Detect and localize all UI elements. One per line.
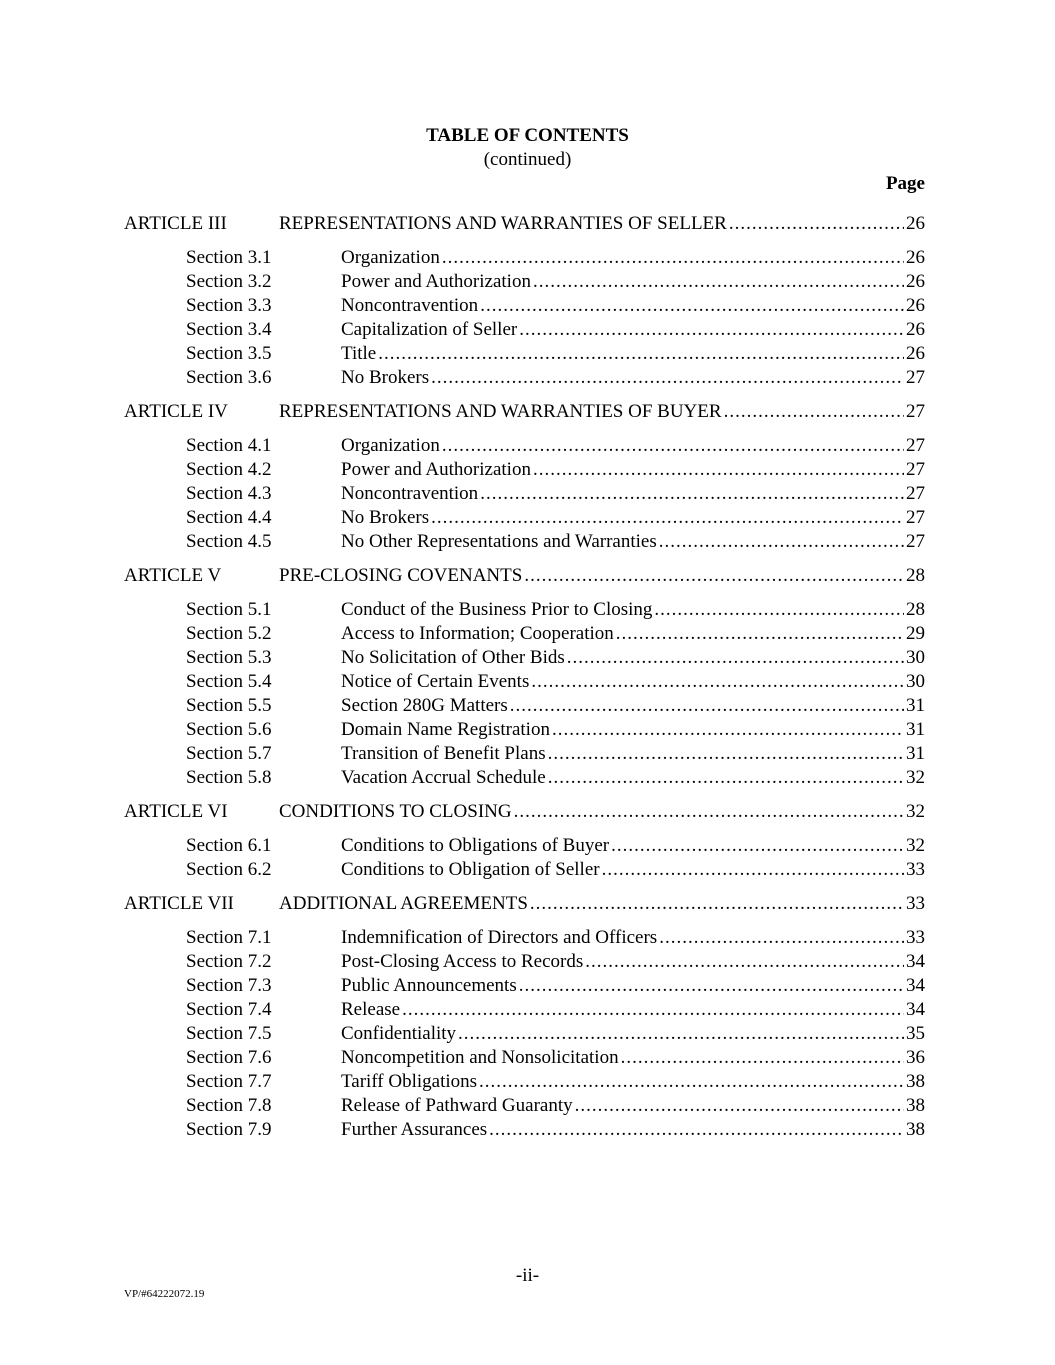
section-page-number: 27: [906, 459, 925, 480]
dot-leader: [616, 622, 904, 646]
section-title: Conditions to Obligations of Buyer: [341, 835, 610, 856]
dot-leader: [659, 530, 904, 554]
section-title: Noncontravention: [341, 483, 479, 504]
section-number: Section 4.2: [186, 459, 272, 480]
article-entry[interactable]: [124, 212, 925, 236]
dot-leader: [621, 1046, 904, 1070]
dot-leader: [531, 670, 904, 694]
dot-leader: [480, 482, 904, 506]
article-entry[interactable]: [124, 400, 925, 424]
section-entry[interactable]: [124, 294, 925, 318]
section-page-number: 36: [906, 1047, 925, 1068]
section-number: Section 7.7: [186, 1071, 272, 1092]
section-number: Section 7.4: [186, 999, 272, 1020]
section-entry[interactable]: [124, 834, 925, 858]
dot-leader: [431, 506, 904, 530]
section-number: Section 7.3: [186, 975, 272, 996]
dot-leader: [729, 212, 904, 236]
dot-leader: [442, 246, 904, 270]
section-number: Section 3.4: [186, 319, 272, 340]
section-entry[interactable]: [124, 694, 925, 718]
section-page-number: 38: [906, 1071, 925, 1092]
section-page-number: 27: [906, 435, 925, 456]
section-number: Section 3.3: [186, 295, 272, 316]
section-number: Section 4.4: [186, 507, 272, 528]
section-page-number: 26: [906, 319, 925, 340]
section-number: Section 5.2: [186, 623, 272, 644]
section-title: Noncontravention: [341, 295, 479, 316]
section-number: Section 3.6: [186, 367, 272, 388]
section-page-number: 32: [906, 767, 925, 788]
article-entry[interactable]: [124, 800, 925, 824]
section-number: Section 5.4: [186, 671, 272, 692]
section-title: No Brokers: [341, 507, 430, 528]
article-page-number: 26: [906, 213, 925, 234]
section-title: Tariff Obligations: [341, 1071, 478, 1092]
article-page-number: 27: [906, 401, 925, 422]
section-entry[interactable]: [124, 646, 925, 670]
dot-leader: [548, 766, 904, 790]
dot-leader: [611, 834, 904, 858]
section-number: Section 5.1: [186, 599, 272, 620]
section-page-number: 31: [906, 695, 925, 716]
toc-subtitle: (continued): [483, 149, 572, 170]
section-entry[interactable]: [124, 622, 925, 646]
dot-leader: [431, 366, 904, 390]
section-page-number: 31: [906, 743, 925, 764]
article-title: REPRESENTATIONS AND WARRANTIES OF BUYER: [279, 401, 722, 422]
section-title: Capitalization of Seller: [341, 319, 518, 340]
section-entry[interactable]: [124, 366, 925, 390]
section-entry[interactable]: [124, 1046, 925, 1070]
section-page-number: 31: [906, 719, 925, 740]
article-number: ARTICLE IV: [124, 401, 228, 422]
dot-leader: [510, 694, 904, 718]
section-number: Section 5.3: [186, 647, 272, 668]
dot-leader: [530, 892, 904, 916]
section-number: Section 7.9: [186, 1119, 272, 1140]
section-number: Section 3.2: [186, 271, 272, 292]
section-number: Section 6.2: [186, 859, 272, 880]
section-number: Section 4.3: [186, 483, 272, 504]
footer-page-number: -ii-: [515, 1265, 540, 1286]
section-title: Transition of Benefit Plans: [341, 743, 546, 764]
section-page-number: 30: [906, 647, 925, 668]
section-title: Conduct of the Business Prior to Closing: [341, 599, 653, 620]
section-entry[interactable]: [124, 458, 925, 482]
section-entry[interactable]: [124, 742, 925, 766]
section-entry[interactable]: [124, 1022, 925, 1046]
dot-leader: [402, 998, 904, 1022]
section-title: Conditions to Obligation of Seller: [341, 859, 600, 880]
section-entry[interactable]: [124, 342, 925, 366]
section-page-number: 33: [906, 859, 925, 880]
dot-leader: [659, 926, 904, 950]
section-number: Section 7.8: [186, 1095, 272, 1116]
section-number: Section 5.6: [186, 719, 272, 740]
article-block: [124, 892, 925, 1142]
section-title: Section 280G Matters: [341, 695, 508, 716]
article-entry[interactable]: [124, 564, 925, 588]
section-title: Public Announcements: [341, 975, 517, 996]
section-entry[interactable]: [124, 246, 925, 270]
section-number: Section 3.1: [186, 247, 272, 268]
dot-leader: [519, 974, 904, 998]
section-entry[interactable]: [124, 718, 925, 742]
section-entry[interactable]: [124, 858, 925, 882]
dot-leader: [524, 564, 904, 588]
section-page-number: 38: [906, 1119, 925, 1140]
dot-leader: [489, 1118, 904, 1142]
section-entry[interactable]: [124, 766, 925, 790]
section-title: No Other Representations and Warranties: [341, 531, 657, 552]
section-entry[interactable]: [124, 926, 925, 950]
section-title: No Brokers: [341, 367, 430, 388]
dot-leader: [602, 858, 904, 882]
dot-leader: [724, 400, 904, 424]
section-title: Organization: [341, 247, 440, 268]
dot-leader: [552, 718, 904, 742]
section-page-number: 38: [906, 1095, 925, 1116]
section-number: Section 5.5: [186, 695, 272, 716]
section-page-number: 30: [906, 671, 925, 692]
article-number: ARTICLE VI: [124, 801, 228, 822]
article-entry[interactable]: [124, 892, 925, 916]
section-page-number: 34: [906, 951, 925, 972]
section-number: Section 5.8: [186, 767, 272, 788]
section-number: Section 7.1: [186, 927, 272, 948]
section-page-number: 35: [906, 1023, 925, 1044]
section-title: No Solicitation of Other Bids: [341, 647, 565, 668]
article-number: ARTICLE III: [124, 213, 227, 234]
dot-leader: [567, 646, 904, 670]
section-title: Organization: [341, 435, 440, 456]
section-page-number: 27: [906, 367, 925, 388]
section-page-number: 33: [906, 927, 925, 948]
article-block: [124, 212, 925, 390]
toc-list: [124, 212, 925, 1152]
section-title: Title: [341, 343, 377, 364]
section-number: Section 7.5: [186, 1023, 272, 1044]
section-number: Section 7.6: [186, 1047, 272, 1068]
article-title: REPRESENTATIONS AND WARRANTIES OF SELLER: [279, 213, 727, 234]
section-number: Section 7.2: [186, 951, 272, 972]
section-entry[interactable]: [124, 598, 925, 622]
section-title: Notice of Certain Events: [341, 671, 530, 692]
section-title: Release of Pathward Guaranty: [341, 1095, 573, 1116]
section-title: Noncompetition and Nonsolicitation: [341, 1047, 619, 1068]
section-page-number: 26: [906, 343, 925, 364]
section-title: Further Assurances: [341, 1119, 488, 1140]
dot-leader: [654, 598, 904, 622]
dot-leader: [548, 742, 904, 766]
section-page-number: 32: [906, 835, 925, 856]
dot-leader: [585, 950, 904, 974]
section-entry[interactable]: [124, 482, 925, 506]
dot-leader: [442, 434, 904, 458]
dot-leader: [519, 318, 904, 342]
section-number: Section 5.7: [186, 743, 272, 764]
article-block: [124, 564, 925, 790]
section-title: Power and Authorization: [341, 459, 531, 480]
article-title: CONDITIONS TO CLOSING: [279, 801, 512, 822]
section-number: Section 3.5: [186, 343, 272, 364]
section-entry[interactable]: [124, 974, 925, 998]
section-title: Domain Name Registration: [341, 719, 550, 740]
section-page-number: 34: [906, 975, 925, 996]
page-column-header: Page: [885, 173, 925, 194]
toc-title: TABLE OF CONTENTS: [426, 125, 629, 146]
section-title: Power and Authorization: [341, 271, 531, 292]
dot-leader: [533, 270, 904, 294]
article-page-number: 32: [906, 801, 925, 822]
section-entry[interactable]: [124, 1070, 925, 1094]
section-title: Confidentiality: [341, 1023, 457, 1044]
section-entry[interactable]: [124, 506, 925, 530]
dot-leader: [575, 1094, 904, 1118]
section-page-number: 27: [906, 483, 925, 504]
section-page-number: 29: [906, 623, 925, 644]
section-page-number: 26: [906, 295, 925, 316]
dot-leader: [533, 458, 904, 482]
section-page-number: 28: [906, 599, 925, 620]
dot-leader: [479, 1070, 904, 1094]
section-title: Vacation Accrual Schedule: [341, 767, 546, 788]
section-title: Access to Information; Cooperation: [341, 623, 614, 644]
document-id: VP/#64222072.19: [124, 1288, 205, 1300]
section-page-number: 27: [906, 531, 925, 552]
section-page-number: 26: [906, 271, 925, 292]
section-title: Release: [341, 999, 401, 1020]
section-entry[interactable]: [124, 530, 925, 554]
section-page-number: 27: [906, 507, 925, 528]
dot-leader: [514, 800, 904, 824]
section-title: Indemnification of Directors and Officers: [341, 927, 658, 948]
article-page-number: 28: [906, 565, 925, 586]
section-entry[interactable]: [124, 1118, 925, 1142]
dot-leader: [480, 294, 904, 318]
article-number: ARTICLE V: [124, 565, 222, 586]
article-number: ARTICLE VII: [124, 893, 234, 914]
section-title: Post-Closing Access to Records: [341, 951, 584, 972]
article-title: ADDITIONAL AGREEMENTS: [279, 893, 528, 914]
section-number: Section 6.1: [186, 835, 272, 856]
article-title: PRE-CLOSING COVENANTS: [279, 565, 523, 586]
section-page-number: 34: [906, 999, 925, 1020]
dot-leader: [458, 1022, 904, 1046]
section-page-number: 26: [906, 247, 925, 268]
section-entry[interactable]: [124, 1094, 925, 1118]
section-entry[interactable]: [124, 998, 925, 1022]
article-block: [124, 400, 925, 554]
section-entry[interactable]: [124, 270, 925, 294]
section-entry[interactable]: [124, 434, 925, 458]
section-entry[interactable]: [124, 318, 925, 342]
section-entry[interactable]: [124, 670, 925, 694]
article-block: [124, 800, 925, 882]
section-entry[interactable]: [124, 950, 925, 974]
article-page-number: 33: [906, 893, 925, 914]
section-number: Section 4.1: [186, 435, 272, 456]
dot-leader: [378, 342, 904, 366]
section-number: Section 4.5: [186, 531, 272, 552]
